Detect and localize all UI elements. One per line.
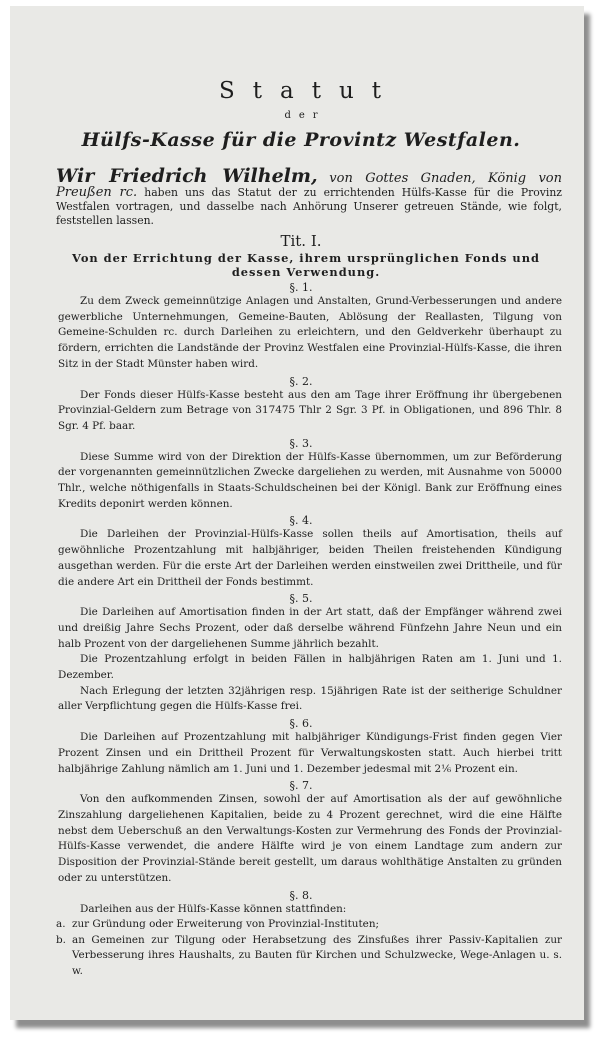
paragraph: Die Darleihen auf Prozentzahlung mit halbjähriger Kündigungs-Frist finden gegen Vier Prozent Zinsen und ein Drittheil Prozent für Verwaltungskosten statt. Auch hierbei tritt halbjährige Zahlung nämlich am 1. Juni und 1. Dezember jedesmal mit 2⅙ Prozent ein. bbox=[58, 731, 562, 775]
section-2 bbox=[40, 375, 562, 435]
list-marker: b. bbox=[56, 933, 66, 946]
paragraph: Nach Erlegung der letzten 32jährigen resp. 15jährigen Rate ist der seitherige Schuldner aller Verpflichtung gegen die Hülfs-Kasse frei. bbox=[58, 684, 562, 713]
paragraph: Die Darleihen der Provinzial-Hülfs-Kasse sollen theils auf Amortisation, theils auf gewöhnliche Prozentzahlung mit halbjähriger, beiden Theilen freistehenden Kündigung ausgethan werden. Für die erste Art der Darleihen werden einstweilen zwei Drittheile, und für die andere Art ein Drittheil der Fonds bestimmt. bbox=[58, 528, 562, 588]
list-item-text: zur Gründung oder Erweiterung von Provinzial-Instituten; bbox=[72, 918, 380, 931]
preamble-lead: von Gottes Gnaden, König von Preußen rc. bbox=[56, 171, 562, 200]
preamble-big: Wir Friedrich Wilhelm, bbox=[56, 165, 318, 187]
paragraph: Diese Summe wird von der Direktion der Hülfs-Kasse übernommen, um zur Beförderung der vorgenannten gemeinnützlichen Zwecke dargeliehen zu werden, mit Ausnahme von 50000 Thlr., welche nöthigenfalls in Staats-Schuldscheinen bei der Königl. Bank zur Eröffnung eines Kredits deponirt werden können. bbox=[58, 450, 562, 510]
section-heading: §. 4. bbox=[289, 514, 313, 528]
preamble bbox=[56, 165, 562, 228]
preamble-text: haben uns das Statut der zu errichtenden Hülfs-Kasse für die Provinz Westfalen vortragen, und dasselbe nach Anhörung Unserer getreuen Stände, wie folgt, feststellen lassen. bbox=[56, 186, 562, 227]
list-item bbox=[50, 917, 562, 933]
lending-list bbox=[50, 917, 562, 979]
list-item-text: an Gemeinen zur Tilgung oder Herabsetzung des Zinsfußes ihrer Passiv-Kapitalien zur Verbesserung ihres Haushalts, zu Bauten für Kirchen und Schulzwecke, Wege-Anlagen u. s. w. bbox=[72, 933, 562, 977]
section-heading: §. 3. bbox=[289, 436, 313, 450]
paragraph: Die Prozentzahlung erfolgt in beiden Fällen in halbjährigen Raten am 1. Juni und 1. Dezember. bbox=[58, 653, 562, 682]
section-heading: §. 7. bbox=[289, 779, 313, 793]
title-description: Von der Errichtung der Kasse, ihrem ursprünglichen Fonds und dessen Verwendung. bbox=[72, 251, 540, 279]
section-heading: §. 1. bbox=[289, 281, 313, 294]
document-title: Statut bbox=[218, 78, 399, 104]
section-heading: §. 8. bbox=[289, 888, 313, 902]
paragraph: Zu dem Zweck gemeinnützige Anlagen und Anstalten, Grund-Verbesserungen und andere gewerbliche Unternehmungen, Gemeine-Bauten, Ablösung der Reallasten, Tilgung von Gemeine-Schulden rc. durch Darleihen zu erleichtern, und den Geldverkehr überhaupt zu fördern, errichten die Landstände der Provinz Westfalen eine Provinzial-Hülfs-Kasse, die ihren Sitz in der Stadt Münster haben wird. bbox=[58, 295, 562, 370]
section-heading: §. 6. bbox=[289, 717, 313, 731]
title-heading: Tit. I. bbox=[280, 232, 322, 250]
list-marker: a. bbox=[56, 918, 66, 931]
section-8 bbox=[40, 889, 562, 980]
section-1 bbox=[40, 281, 562, 373]
section-7 bbox=[40, 779, 562, 886]
section-5 bbox=[40, 592, 562, 715]
scan-frame bbox=[10, 6, 584, 1020]
document-der: der bbox=[284, 110, 326, 121]
section-heading: §. 2. bbox=[289, 374, 313, 388]
section-6 bbox=[40, 717, 562, 777]
paragraph: Die Darleihen auf Amortisation finden in der Art statt, daß der Empfänger während zwei und dreißig Jahre Sechs Prozent, oder daß derselbe während Fünfzehn Jahre Neun und ein halb Prozent von der dargeliehenen Summe jährlich bezahlt. bbox=[58, 606, 562, 650]
section-3 bbox=[40, 437, 562, 513]
paragraph: Darleihen aus der Hülfs-Kasse können stattfinden: bbox=[80, 902, 347, 915]
document-subtitle: Hülfs-Kasse für die Provintz Westfalen. bbox=[81, 129, 521, 151]
document-page bbox=[40, 36, 562, 990]
paragraph: Von den aufkommenden Zinsen, sowohl der auf Amortisation als der auf gewöhnliche Zinszahlung dargeliehenen Kapitalien, beide zu 4 Prozent gerechnet, wird die eine Hälfte nebst dem Ueberschuß an den Verwaltungs-Kosten zur Vermehrung des Fonds der Provinzial-Hülfs-Kasse verwendet, die andere Hälfte wird je von einem Landtage zum andern zur Disposition der Provinzial-Stände bereit gestellt, um daraus wohlthätige Anstalten zu gründen oder zu unterstützen. bbox=[58, 793, 562, 884]
list-item bbox=[50, 933, 562, 980]
section-4 bbox=[40, 514, 562, 590]
section-heading: §. 5. bbox=[289, 592, 313, 606]
paragraph: Der Fonds dieser Hülfs-Kasse besteht aus den am Tage ihrer Eröffnung ihr übergebenen Provinzial-Geldern zum Betrage von 317475 Thlr 2 Sgr. 3 Pf. in Obligationen, und 896 Thlr. 8 Sgr. 4 Pf. baar. bbox=[58, 388, 562, 432]
